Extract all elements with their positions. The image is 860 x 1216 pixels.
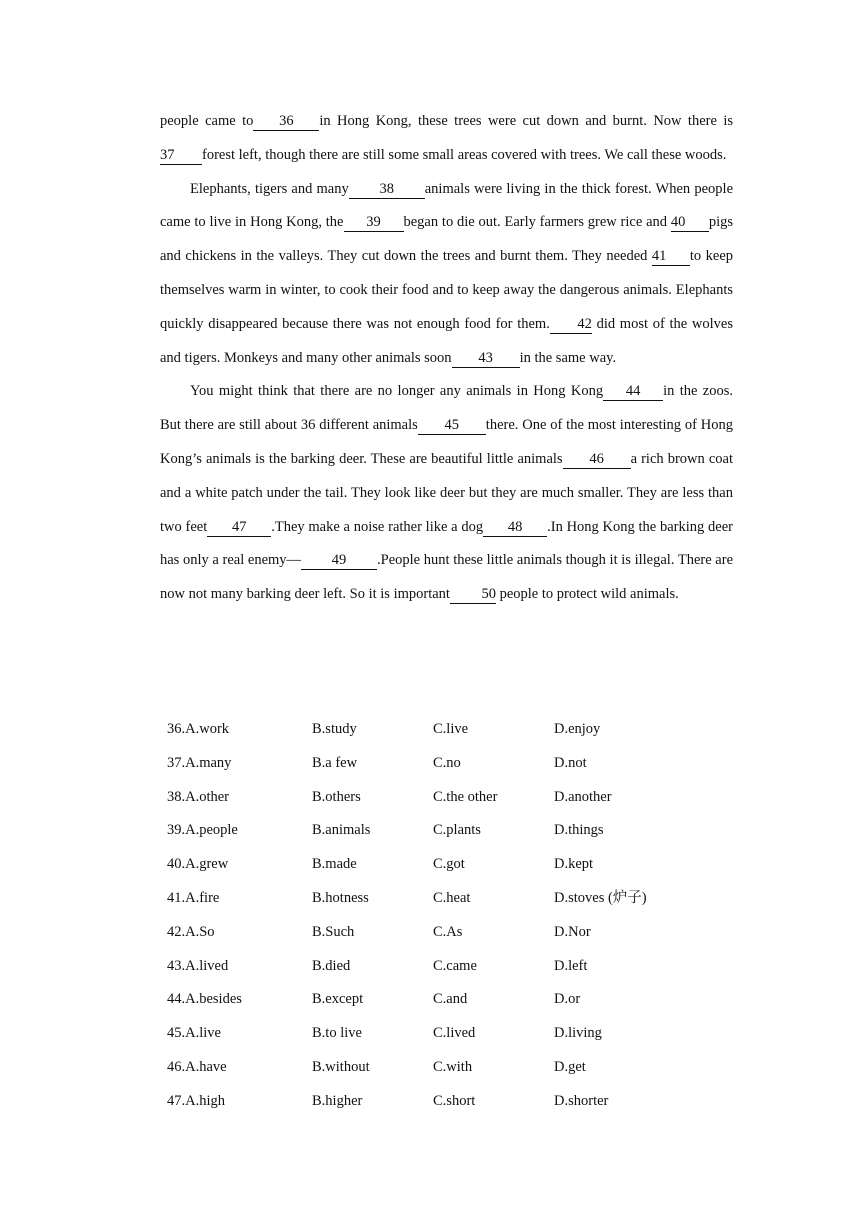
option-choice-b: B.to live (312, 1025, 362, 1042)
passage-text: You might think that there are no longer any animals in Hong Kong (190, 383, 604, 400)
option-choice-b: B.others (312, 788, 361, 805)
option-choice-d: D.enjoy (554, 721, 601, 737)
option-row (167, 1085, 694, 1119)
passage-text: in Hong Kong, these trees were cut down and burnt. Now there is (319, 113, 733, 129)
option-choice-d: D.left (554, 957, 588, 974)
option-choice-c: C.lived (433, 1025, 476, 1042)
option-choice-d: D.or (554, 991, 581, 1008)
option-choice-c: C.short (433, 1092, 476, 1109)
passage-text: forest left, though there are still some small areas covered with trees. We call these woods. (202, 146, 727, 163)
blank-50: 50 (450, 585, 496, 604)
passage-text: there. One of the most interesting of Hong Kong’s animals is the barking deer. These are beautiful little animals (160, 417, 733, 467)
blank-47: 47 (207, 518, 271, 537)
option-choice-c: C.live (433, 721, 469, 737)
option-choice-a: 45.A.live (167, 1025, 221, 1042)
passage-text: .People hunt these little animals though it is illegal. There are now not many barking deer left. So it is important (160, 552, 734, 603)
blank-46: 46 (563, 450, 631, 469)
option-choice-c: C.and (433, 991, 468, 1008)
passage-text: began to die out. Early farmers grew rice and (403, 214, 668, 231)
blank-48: 48 (483, 518, 547, 537)
passage-text: did most of the wolves and tigers. Monkeys and many other animals soon (160, 315, 733, 366)
option-choice-b: B.Such (312, 923, 355, 940)
option-choice-a: 44.A.besides (167, 991, 242, 1008)
blank-38: 38 (349, 180, 425, 199)
blank-43: 43 (452, 349, 520, 368)
passage-text: pigs and chickens in the valleys. They cut down the trees and burnt them. They needed (160, 214, 734, 265)
option-row (167, 713, 694, 747)
paragraph-2 (160, 173, 733, 376)
answer-options (167, 713, 694, 1119)
option-choice-d: D.Nor (554, 923, 591, 940)
option-choice-b: B.animals (312, 822, 371, 839)
option-choice-d: D.stoves (炉子) (554, 889, 647, 906)
passage-text: in the same way. (519, 349, 617, 366)
passage-text: .In Hong Kong the barking deer has only a real enemy— (160, 518, 733, 569)
option-choice-a: 41.A.fire (167, 889, 220, 906)
option-row (167, 950, 694, 984)
option-choice-c: C.plants (433, 822, 481, 839)
cloze-passage (160, 105, 733, 612)
option-choice-c: C.the other (433, 788, 498, 805)
paragraph-1 (160, 105, 733, 173)
option-row (167, 814, 694, 848)
option-choice-b: B.without (312, 1058, 370, 1075)
option-choice-a: 40.A.grew (167, 856, 229, 873)
blank-39: 39 (344, 213, 404, 232)
option-choice-d: D.another (554, 788, 612, 805)
option-choice-b: B.hotness (312, 889, 369, 906)
blank-44: 44 (603, 382, 663, 401)
passage-text: .They make a noise rather like a dog (271, 518, 484, 535)
option-row (167, 1051, 694, 1085)
option-row (167, 747, 694, 781)
option-choice-b: B.study (312, 721, 357, 737)
option-row (167, 781, 694, 815)
option-choice-a: 47.A.high (167, 1092, 225, 1109)
blank-49: 49 (301, 551, 377, 570)
option-choice-a: 46.A.have (167, 1058, 227, 1075)
blank-40: 40 (671, 213, 709, 232)
blank-42: 42 (550, 315, 592, 334)
passage-text: in the zoos. But there are still about 36 different animals (160, 383, 733, 434)
passage-text: animals were living in the thick forest. When people came to live in Hong Kong, the (160, 180, 734, 231)
option-row (167, 848, 694, 882)
option-choice-d: D.not (554, 754, 587, 771)
option-choice-d: D.things (554, 822, 604, 839)
option-choice-a: 43.A.lived (167, 957, 229, 974)
passage-text: people to protect wild animals. (499, 586, 679, 603)
blank-36: 36 (253, 112, 319, 131)
option-choice-a: 38.A.other (167, 788, 230, 805)
option-choice-d: D.get (554, 1058, 586, 1075)
passage-text: to keep themselves warm in winter, to cook their food and to keep away the dangerous animals. Elephants quickly disappeared because there was not enough food for them. (160, 248, 734, 332)
passage-text: people came to (160, 113, 254, 129)
option-row (167, 916, 694, 950)
option-choice-b: B.except (312, 991, 364, 1008)
option-choice-d: D.shorter (554, 1092, 609, 1109)
option-choice-c: C.came (433, 957, 477, 974)
option-choice-a: 39.A.people (167, 822, 238, 839)
option-choice-a: 42.A.So (167, 923, 215, 940)
option-choice-c: C.no (433, 754, 461, 771)
option-choice-b: B.higher (312, 1092, 363, 1109)
option-choice-c: C.heat (433, 889, 471, 906)
option-choice-b: B.a few (312, 754, 358, 771)
option-choice-b: B.made (312, 856, 357, 873)
passage-text: a rich brown coat and a white patch under the tail. They look like deer but they are much smaller. They are less than two feet (160, 450, 733, 535)
blank-41: 41 (652, 247, 690, 266)
option-choice-c: C.with (433, 1058, 473, 1075)
option-choice-b: B.died (312, 957, 351, 974)
option-choice-d: D.living (554, 1025, 602, 1042)
option-choice-a: 37.A.many (167, 754, 232, 771)
paragraph-3 (160, 375, 733, 612)
passage-text: Elephants, tigers and many (190, 180, 349, 197)
option-row (167, 983, 694, 1017)
option-choice-c: C.As (433, 923, 463, 940)
option-choice-d: D.kept (554, 856, 594, 873)
option-choice-a: 36.A.work (167, 721, 230, 737)
option-row (167, 1017, 694, 1051)
option-choice-c: C.got (433, 856, 465, 873)
blank-45: 45 (418, 416, 486, 435)
option-row (167, 882, 694, 916)
blank-37: 37 (160, 146, 202, 165)
